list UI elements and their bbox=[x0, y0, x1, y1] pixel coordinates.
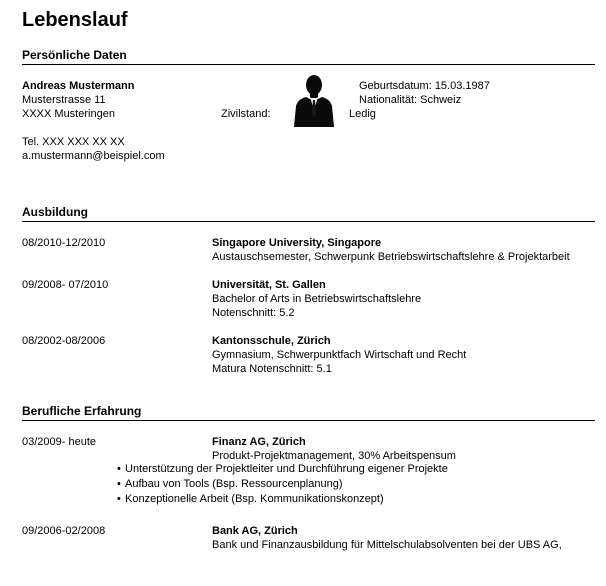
experience-tasks-list bbox=[117, 462, 448, 507]
education-institution: Kantonsschule, Zürich bbox=[212, 335, 331, 347]
person-name: Andreas Mustermann bbox=[22, 80, 135, 92]
task-text: Aufbau von Tools (Bsp. Ressourcenplanung) bbox=[125, 478, 343, 490]
section-heading-education: Ausbildung bbox=[22, 205, 88, 219]
education-institution: Singapore University, Singapore bbox=[212, 237, 382, 249]
phone-number: Tel. XXX XXX XX XX bbox=[22, 136, 125, 148]
education-detail: Notenschnitt: 5.2 bbox=[212, 307, 295, 319]
profile-photo bbox=[292, 70, 336, 127]
marital-status-label: Zivilstand: bbox=[221, 108, 271, 120]
birth-date: Geburtsdatum: 15.03.1987 bbox=[359, 80, 490, 92]
marital-status-value: Ledig bbox=[349, 108, 376, 120]
bullet-icon: • bbox=[117, 478, 121, 490]
task-text: Konzeptionelle Arbeit (Bsp. Kommunikationskonzept) bbox=[125, 493, 384, 505]
education-detail: Bachelor of Arts in Betriebswirtschaftslehre bbox=[212, 293, 422, 305]
section-divider bbox=[22, 420, 595, 421]
person-silhouette-icon bbox=[292, 70, 336, 127]
education-institution: Universität, St. Gallen bbox=[212, 279, 326, 291]
experience-role: Produkt-Projektmanagement, 30% Arbeitspensum bbox=[212, 450, 456, 462]
education-detail: Gymnasium, Schwerpunktfach Wirtschaft und Recht bbox=[212, 349, 467, 361]
experience-role: Bank und Finanzausbildung für Mittelschulabsolventen bei der UBS AG, bbox=[212, 539, 562, 551]
email-address: a.mustermann@beispiel.com bbox=[22, 150, 165, 162]
education-detail: Matura Notenschnitt: 5.1 bbox=[212, 363, 332, 375]
section-heading-experience: Berufliche Erfahrung bbox=[22, 404, 142, 418]
list-item bbox=[117, 492, 448, 507]
experience-period: 09/2006-02/2008 bbox=[22, 525, 106, 537]
section-heading-personal: Persönliche Daten bbox=[22, 48, 127, 62]
section-divider bbox=[22, 221, 595, 222]
section-divider bbox=[22, 64, 595, 65]
cv-title: Lebenslauf bbox=[22, 9, 128, 31]
address-street: Musterstrasse 11 bbox=[22, 94, 106, 106]
experience-company: Finanz AG, Zürich bbox=[212, 436, 306, 448]
bullet-icon: • bbox=[117, 463, 121, 475]
education-period: 08/2002-08/2006 bbox=[22, 335, 106, 347]
education-period: 09/2008- 07/2010 bbox=[22, 279, 109, 291]
experience-period: 03/2009- heute bbox=[22, 436, 97, 448]
experience-company: Bank AG, Zürich bbox=[212, 525, 298, 537]
education-detail: Austauschsemester, Schwerpunk Betriebswirtschaftslehre & Projektarbeit bbox=[212, 251, 570, 263]
list-item bbox=[117, 462, 448, 477]
nationality: Nationalität: Schweiz bbox=[359, 94, 462, 106]
education-period: 08/2010-12/2010 bbox=[22, 237, 106, 249]
list-item bbox=[117, 477, 448, 492]
task-text: Unterstützung der Projektleiter und Durchführung eigener Projekte bbox=[125, 463, 448, 475]
bullet-icon: • bbox=[117, 493, 121, 505]
address-city: XXXX Musteringen bbox=[22, 108, 115, 120]
